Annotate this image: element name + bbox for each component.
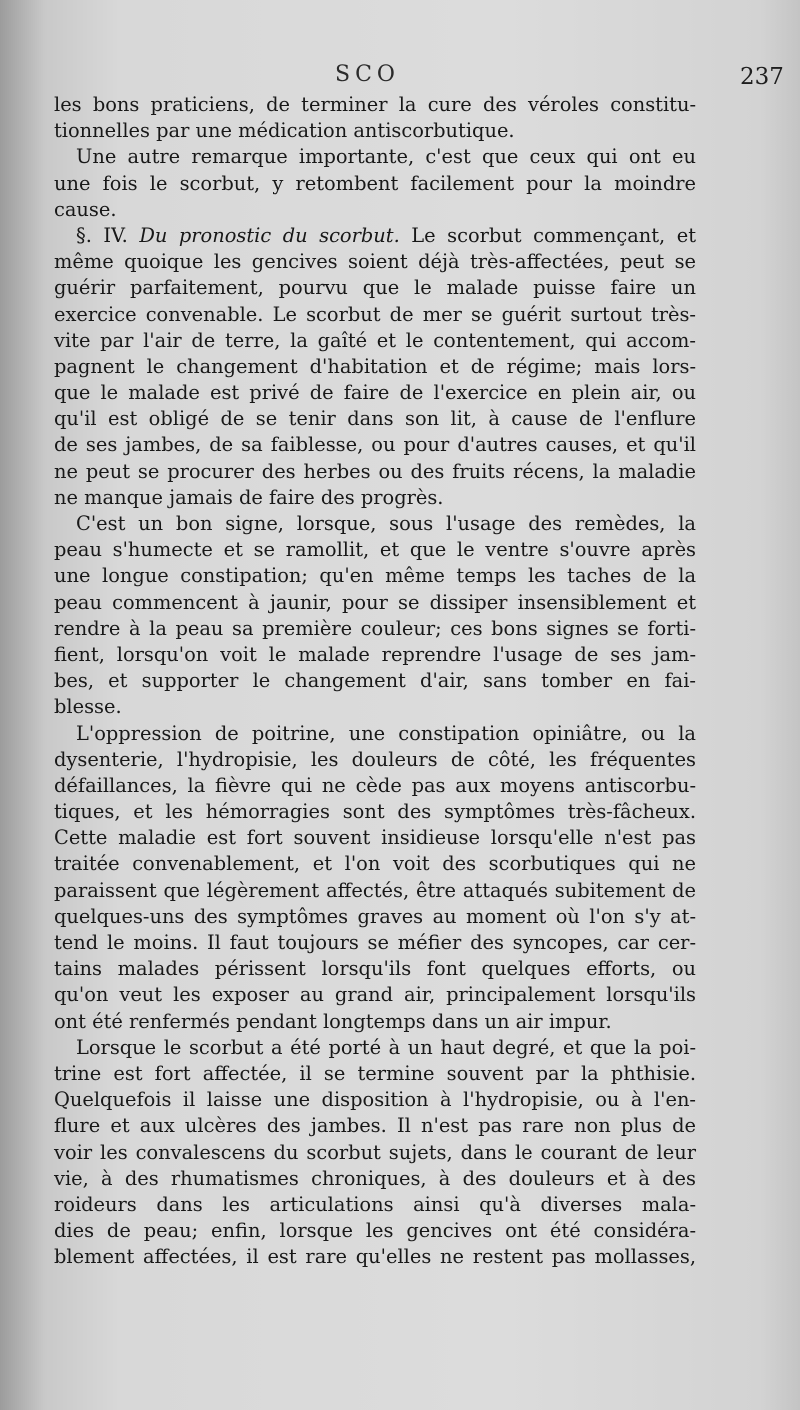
running-head: SCO — [335, 62, 400, 87]
text-line: guérir parfaitement, pourvu que le malade puisse faire un — [54, 276, 696, 300]
section-heading-line: §. IV. Du pronostic du scorbut. Le scorbut commençant, et — [76, 223, 697, 247]
text-line: qu'on veut les exposer au grand air, principalement lorsqu'ils — [54, 983, 696, 1007]
text-line: pagnent le changement d'habitation et de régime; mais lors- — [54, 354, 696, 378]
text-line: dysenterie, l'hydropisie, les douleurs de côté, les fréquentes — [54, 747, 696, 771]
text-line: dies de peau; enfin, lorsque les gencives ont été considéra- — [54, 1219, 696, 1243]
text-line: Quelquefois il laisse une disposition à l'hydropisie, ou à l'en- — [54, 1088, 696, 1112]
text-line: de ses jambes, de sa faiblesse, ou pour d'autres causes, et qu'il — [54, 433, 696, 457]
text-line: fient, lorsqu'on voit le malade reprendre l'usage de ses jam- — [54, 642, 696, 666]
text-line: C'est un bon signe, lorsque, sous l'usage des remèdes, la — [76, 512, 696, 535]
text-line: vie, à des rhumatismes chroniques, à des douleurs et à des — [54, 1166, 696, 1190]
text-line: Une autre remarque importante, c'est que ceux qui ont eu — [76, 145, 696, 169]
text-line: quelques-uns des symptômes graves au moment où l'on s'y at- — [54, 904, 696, 928]
text-line: blement affectées, il est rare qu'elles ne restent pas mollasses, — [54, 1245, 696, 1269]
text-line: vite par l'air de terre, la gaîté et le contentement, qui accom- — [54, 328, 696, 352]
text-line: blesse. — [54, 695, 122, 719]
text-line: flure et aux ulcères des jambes. Il n'est pas rare non plus de — [54, 1114, 696, 1138]
text-line: une fois le scorbut, y retombent facilement pour la moindre — [54, 171, 696, 195]
text-line: peau commencent à jaunir, pour se dissiper insensiblement et — [54, 590, 696, 614]
body-text — [54, 92, 696, 1270]
text-line: tend le moins. Il faut toujours se méfier des syncopes, car cer- — [54, 931, 696, 954]
text-line: ne manque jamais de faire des progrès. — [54, 485, 444, 509]
text-line: paraissent que légèrement affectés, être attaqués subitement de — [54, 878, 696, 902]
text-line: Cette maladie est fort souvent insidieuse lorsqu'elle n'est pas — [54, 826, 696, 850]
text-line: voir les convalescens du scorbut sujets, dans le courant de leur — [54, 1140, 696, 1164]
text-line: tionnelles par une médication antiscorbutique. — [54, 119, 515, 143]
text-line: peau s'humecte et se ramollit, et que le ventre s'ouvre après — [54, 538, 696, 562]
text-line: ont été renfermés pendant longtemps dans un air impur. — [54, 1009, 612, 1033]
text-line: une longue constipation; qu'en même temps les taches de la — [54, 564, 696, 588]
text-line: exercice convenable. Le scorbut de mer se guérit surtout très- — [54, 302, 696, 326]
text-line: traitée convenablement, et l'on voit des scorbutiques qui ne — [54, 852, 696, 876]
text-line: Lorsque le scorbut a été porté à un haut degré, et que la poi- — [76, 1035, 696, 1059]
text-line: L'oppression de poitrine, une constipation opiniâtre, ou la — [76, 721, 696, 745]
text-line: bes, et supporter le changement d'air, sans tomber en fai- — [54, 669, 696, 693]
section-title: Du pronostic du scorbut. — [139, 223, 400, 247]
text-line: même quoique les gencives soient déjà très-affectées, peut se — [54, 250, 696, 274]
page-header — [0, 62, 800, 92]
text-line: tiques, et les hémorragies sont des symptômes très-fâcheux. — [54, 800, 696, 824]
text-line: qu'il est obligé de se tenir dans son lit, à cause de l'enflure — [54, 407, 696, 431]
text-line: que le malade est privé de faire de l'exercice en plein air, ou — [54, 381, 696, 405]
text-line: défaillances, la fièvre qui ne cède pas aux moyens antiscorbu- — [54, 773, 696, 797]
text-line: les bons praticiens, de terminer la cure des véroles constitu- — [54, 93, 696, 116]
page-number: 237 — [740, 64, 784, 90]
text-line: cause. — [54, 197, 117, 221]
text-line: ne peut se procurer des herbes ou des fruits récens, la maladie — [54, 459, 696, 483]
text-line: rendre à la peau sa première couleur; ces bons signes se forti- — [54, 616, 696, 640]
text-line: trine est fort affectée, il se termine souvent par la phthisie. — [54, 1061, 696, 1085]
text-line: tains malades périssent lorsqu'ils font quelques efforts, ou — [54, 957, 696, 981]
text-line: roideurs dans les articulations ainsi qu'à diverses mala- — [54, 1192, 696, 1216]
